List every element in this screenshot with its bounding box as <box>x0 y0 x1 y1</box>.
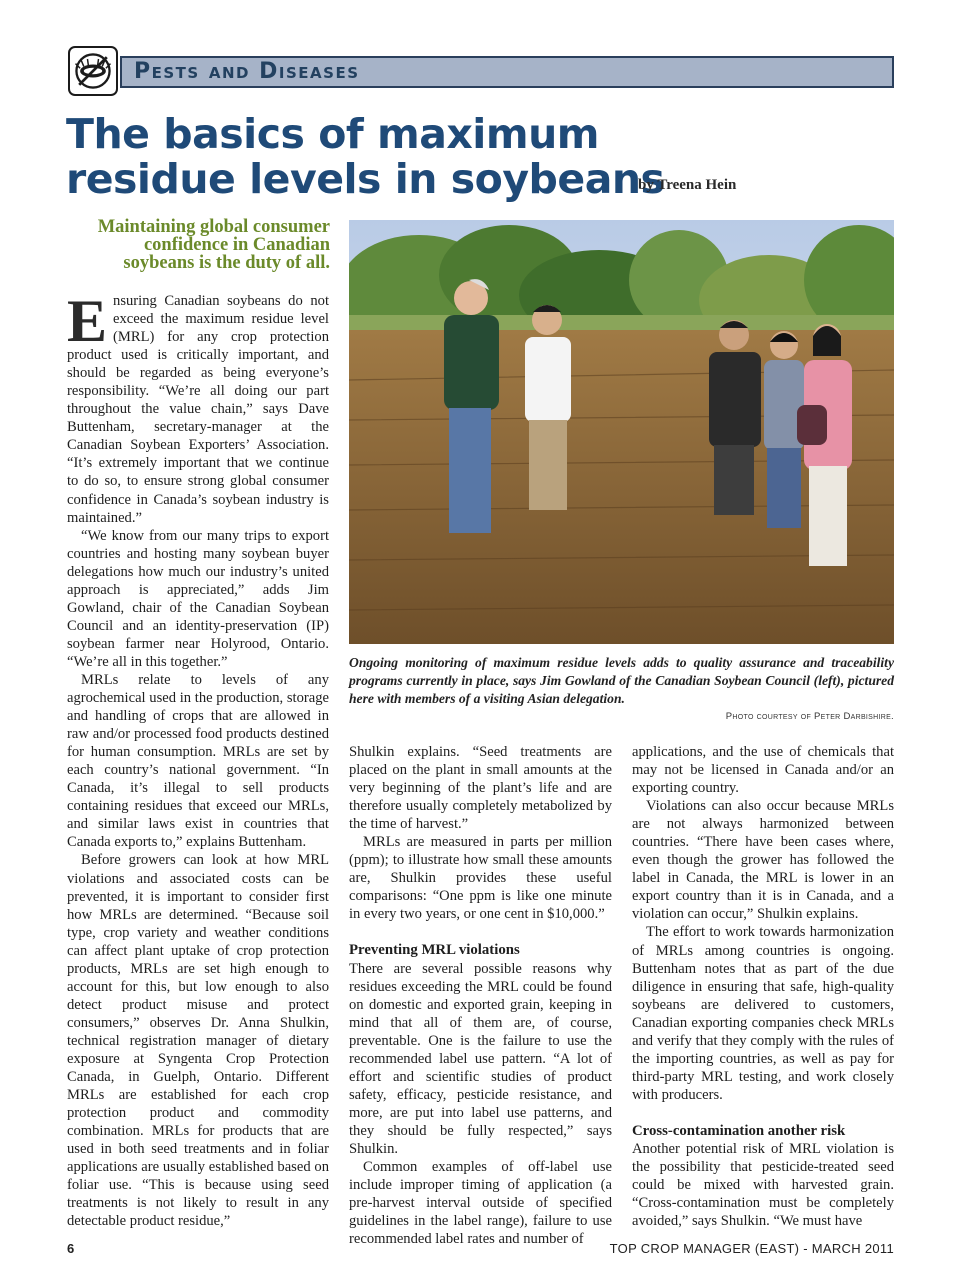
paragraph-10: Violations can also occur because MRLs are not always harmonized between countries. “There have been cases where, even though the grower has followed the label in Canada, the MRL is lower in an export country than it is in Canada, and a violation can occur,” Shulkin explains. <box>632 798 894 923</box>
beetle-icon <box>70 48 116 94</box>
drop-cap: E <box>67 288 108 354</box>
field-photo-illustration <box>349 220 894 644</box>
paragraph-6: MRLs are measured in parts per million (ppm); to illustrate how small these amounts are, Shulkin provides these useful comparisons: “One ppm is like one minute in every two years, or one cent in $10,000.” <box>349 834 612 923</box>
deck: Maintaining global consumer confidence in Canadian soybeans is the duty of all. <box>97 217 330 273</box>
headline-line-2: residue levels in soybeans <box>66 155 665 203</box>
paragraph-1-text: nsuring Canadian soybeans do not exceed the maximum residue level (MRL) for any crop protection product used is critically important, and should be regarded as being everyone’s responsibility. “We’re all doing our part throughout the value chain,” says Dave Buttenham, secretary-manager at the Canadian Soybean Exporters’ Association. “It’s extremely important that we continue to do so, to ensure strong global consumer confidence in Canada’s soybean industry is maintained.” <box>67 293 329 526</box>
paragraph-12: Another potential risk of MRL violation is the possibility that pesticide-treated seed could be mixed with harvested grain. “Cross-contamination must be completely avoided,” says Shulkin. “We must have <box>632 1140 894 1230</box>
spacer <box>349 923 612 941</box>
section-logo <box>68 46 118 96</box>
photo-credit: Photo courtesy of Peter Darbishire. <box>725 711 894 722</box>
paragraph-9: applications, and the use of chemicals that may not be licensed in Canada and/or an exporting country. <box>632 744 894 797</box>
article-column-3 <box>632 743 894 1230</box>
publication-footer: TOP CROP MANAGER (EAST) - MARCH 2011 <box>609 1241 894 1256</box>
article-column-1 <box>67 288 329 1230</box>
paragraph-7: There are several possible reasons why residues exceeding the MRL could be found on domestic and exported grain, keeping in mind that all of them are, of course, preventable. One is the failure to use the recommended label use pattern. “A lot of effort and scientific studies of product safety, efficacy, pesticide resistance, and more, are put into label use patterns, and they should be fully respected,” says Shulkin. <box>349 960 612 1157</box>
paragraph-1 <box>67 288 329 527</box>
spacer <box>632 1104 894 1122</box>
subhead-cross-contamination: Cross-contamination another risk <box>632 1122 846 1139</box>
paragraph-8: Common examples of off-label use include improper timing of application (a pre-harvest interval outside of specified guidelines in the label range), failure to use recommended label rates and number of <box>349 1159 612 1248</box>
headline-line-1: The basics of maximum <box>66 110 599 158</box>
page-number: 6 <box>67 1241 75 1256</box>
paragraph-4: Before growers can look at how MRL violations and associated costs can be prevented, it is important to consider first how MRLs are determined. “Because soil type, crop variety and weather conditions can affect plant uptake of crop protection products, MRLs are set high enough to account for this, but low enough to also detect product misuse and protect consumers,” observes Dr. Anna Shulkin, technical registration manager of dietary exposure at Syngenta Crop Protection Canada, in Guelph, Ontario. Different MRLs are established for each crop protection product and commodity combination. MRLs for products that are used in both seed treatments and in foliar applications are usually established based on foliar use. “This is because using seed treatments is not likely to result in any detectable product residue,” <box>67 852 329 1230</box>
headline <box>66 112 686 202</box>
section-title: Pests and Diseases <box>120 56 894 88</box>
photo-caption: Ongoing monitoring of maximum residue levels adds to quality assurance and traceability programs currently in place, says Jim Gowland of the Canadian Soybean Council (left), pictured here with members of a visiting Asian delegation. <box>349 655 894 706</box>
article-column-2 <box>349 743 612 1248</box>
paragraph-5: Shulkin explains. “Seed treatments are placed on the plant in small amounts at the very beginning of the plant’s life and are therefore usually completely metabolized by the time of harvest.” <box>349 744 612 833</box>
paragraph-2: “We know from our many trips to export countries and hosting many soybean buyer delegations how much our industry’s united approach is appreciated,” adds Jim Gowland, chair of the Canadian Soybean Council and an identity-preservation (IP) soybean farmer near Holyrood, Ontario. “We’re all in this together.” <box>67 527 329 670</box>
paragraph-11: The effort to work towards harmonization of MRLs among countries is ongoing. Buttenham notes that as part of the due diligence in ensuring that safe, high-quality soybeans are delivered to customers, Canadian exporting companies check MRLs and verify that they comply with the rules of the importing countries, as well as pay for third-party MRL testing, and work closely with producers. <box>632 924 894 1103</box>
subhead-preventing: Preventing MRL violations <box>349 942 520 959</box>
byline: by Treena Hein <box>638 177 737 193</box>
paragraph-3: MRLs relate to levels of any agrochemical used in the production, storage and handling of crops that are allowed in raw and/or processed food products destined for human consumption. MRLs are set by each country’s national government. “In Canada, it’s illegal to sell products containing residues that exceed our MRLs, and similar laws exist in countries that Canada exports to,” explains Buttenham. <box>67 671 329 851</box>
article-photo <box>349 220 894 644</box>
